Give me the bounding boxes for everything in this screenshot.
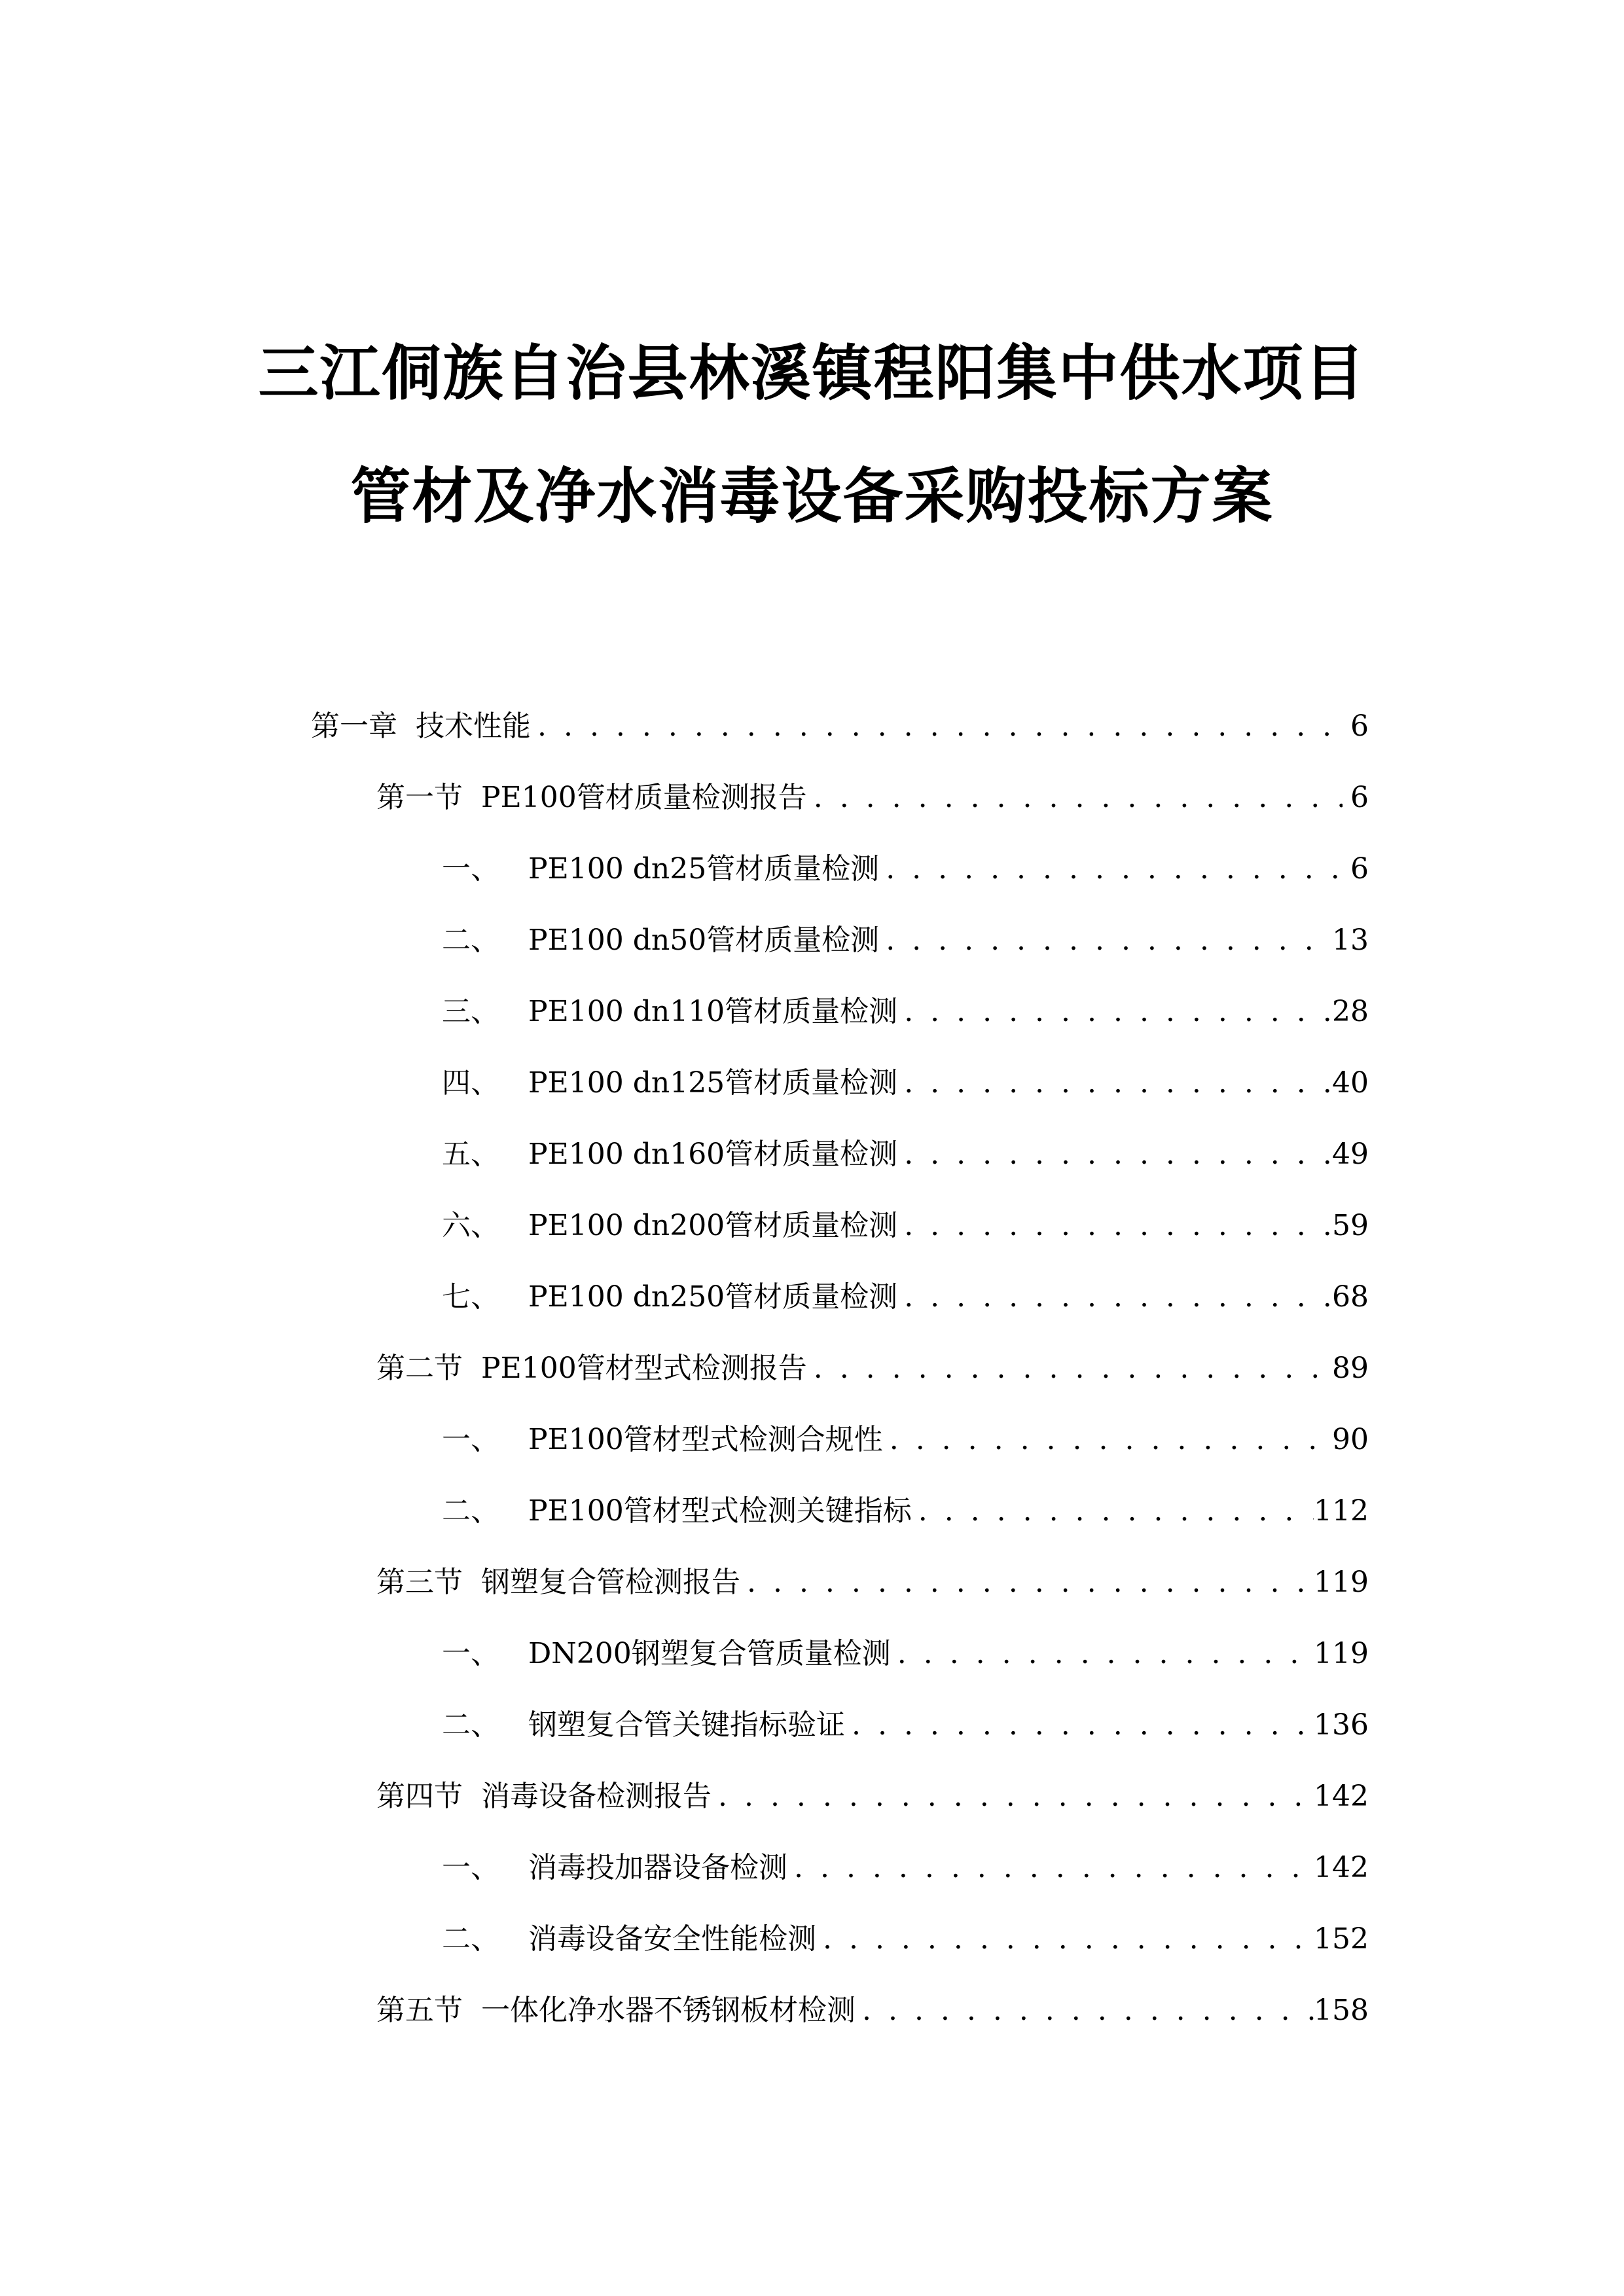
toc-leader-dots [787,1848,1314,1888]
toc-entry[interactable] [311,707,1369,746]
toc-entry-page: 59 [1332,1209,1369,1242]
toc-entry[interactable] [442,1634,1369,1674]
toc-leader-dots [897,992,1332,1031]
toc-entry-page: 40 [1332,1066,1369,1100]
toc-entry-number: 二、 [442,1922,499,1956]
toc-entry-text: 钢塑复合管关键指标验证 [528,1708,845,1742]
toc-entry-number: 一、 [442,1637,499,1670]
toc-entry-text: PE100管材型式检测合规性 [528,1423,883,1456]
toc-entry[interactable] [442,1706,1369,1745]
toc-entry-text: 消毒投加器设备检测 [528,1851,787,1884]
toc-entry-text: 一体化净水器不锈钢板材检测 [481,1994,856,2027]
toc-entry[interactable] [442,921,1369,960]
toc-entry[interactable] [376,1563,1369,1602]
toc-leader-dots [807,778,1343,817]
toc-leader-dots [883,1420,1332,1460]
toc-entry-text: 钢塑复合管检测报告 [481,1566,740,1599]
toc-entry-page: 89 [1332,1352,1369,1385]
toc-entry-text: PE100管材型式检测报告 [481,1352,807,1385]
toc-entry-text: DN200钢塑复合管质量检测 [528,1637,891,1670]
toc-entry-text: PE100 dn200管材质量检测 [528,1209,898,1242]
toc-entry-text: PE100 dn50管材质量检测 [528,924,880,957]
toc-entry-page: 152 [1314,1922,1369,1956]
toc-leader-dots [531,707,1343,746]
toc-leader-dots [856,1991,1314,2030]
toc-entry-number: 一、 [442,1851,499,1884]
toc-leader-dots [816,1920,1314,1959]
toc-entry-page: 119 [1314,1566,1369,1599]
toc-entry-text: PE100 dn125管材质量检测 [528,1066,898,1100]
toc-entry-number: 第一节 [376,781,463,814]
toc-entry[interactable] [376,1349,1369,1388]
toc-entry-number: 第四节 [376,1780,463,1813]
toc-leader-dots [897,1206,1332,1246]
toc-entry[interactable] [376,1777,1369,1816]
toc-entry-page: 6 [1350,781,1369,814]
toc-entry[interactable] [442,1848,1369,1888]
toc-entry-number: 六、 [442,1209,499,1242]
toc-entry-text: PE100 dn160管材质量检测 [528,1138,898,1171]
toc-entry[interactable] [442,992,1369,1031]
toc-entry-text: 技术性能 [416,709,531,743]
toc-leader-dots [845,1706,1314,1745]
toc-entry[interactable] [442,1278,1369,1317]
toc-entry[interactable] [442,1135,1369,1174]
toc-entry-number: 四、 [442,1066,499,1100]
toc-entry-text: 消毒设备检测报告 [481,1780,712,1813]
toc-entry-page: 136 [1314,1708,1369,1742]
toc-entry-number: 二、 [442,1708,499,1742]
toc-leader-dots [897,1135,1332,1174]
toc-entry-number: 五、 [442,1138,499,1171]
toc-leader-dots [912,1492,1314,1531]
toc-entry-page: 13 [1332,924,1369,957]
toc-entry[interactable] [442,1064,1369,1103]
toc-entry-number: 第一章 [311,709,397,743]
toc-leader-dots [879,850,1343,889]
toc-entry[interactable] [442,850,1369,889]
toc-entry-page: 90 [1332,1423,1369,1456]
toc-entry-text: PE100管材质量检测报告 [481,781,807,814]
toc-entry-page: 142 [1314,1780,1369,1813]
toc-entry-page: 68 [1332,1280,1369,1314]
toc-entry-page: 112 [1314,1494,1369,1528]
toc-entry-page: 6 [1350,852,1369,886]
title-line-2: 管材及净水消毒设备采购投标方案 [350,461,1274,531]
toc-leader-dots [740,1563,1314,1602]
toc-leader-dots [712,1777,1314,1816]
toc-entry-number: 第二节 [376,1352,463,1385]
toc-entry-page: 142 [1314,1851,1369,1884]
toc-entry[interactable] [442,1492,1369,1531]
toc-entry-text: PE100 dn110管材质量检测 [528,995,898,1028]
title-line-1: 三江侗族自治县林溪镇程阳集中供水项目 [258,338,1366,408]
toc-entry-page: 28 [1332,995,1369,1028]
toc-leader-dots [897,1064,1332,1103]
toc-entry-number: 七、 [442,1280,499,1314]
toc-entry-number: 第五节 [376,1994,463,2027]
toc-entry[interactable] [376,1991,1369,2030]
toc-leader-dots [891,1634,1314,1674]
toc-entry-page: 158 [1314,1994,1369,2027]
toc-leader-dots [897,1278,1332,1317]
toc-entry[interactable] [442,1920,1369,1959]
toc-entry-number: 一、 [442,1423,499,1456]
toc-entry-number: 第三节 [376,1566,463,1599]
toc-entry[interactable] [442,1420,1369,1460]
toc-entry-text: 消毒设备安全性能检测 [528,1922,816,1956]
toc-entry-text: PE100 dn250管材质量检测 [528,1280,898,1314]
toc-entry-page: 119 [1314,1637,1369,1670]
toc-entry-text: PE100 dn25管材质量检测 [528,852,880,886]
toc-entry[interactable] [376,778,1369,817]
toc-entry-page: 6 [1350,709,1369,743]
toc-entry[interactable] [442,1206,1369,1246]
toc-entry-number: 三、 [442,995,499,1028]
toc-entry-text: PE100管材型式检测关键指标 [528,1494,912,1528]
toc-leader-dots [879,921,1332,960]
toc-entry-number: 二、 [442,924,499,957]
toc-entry-number: 二、 [442,1494,499,1528]
toc-entry-page: 49 [1332,1138,1369,1171]
toc-leader-dots [807,1349,1332,1388]
toc-entry-number: 一、 [442,852,499,886]
